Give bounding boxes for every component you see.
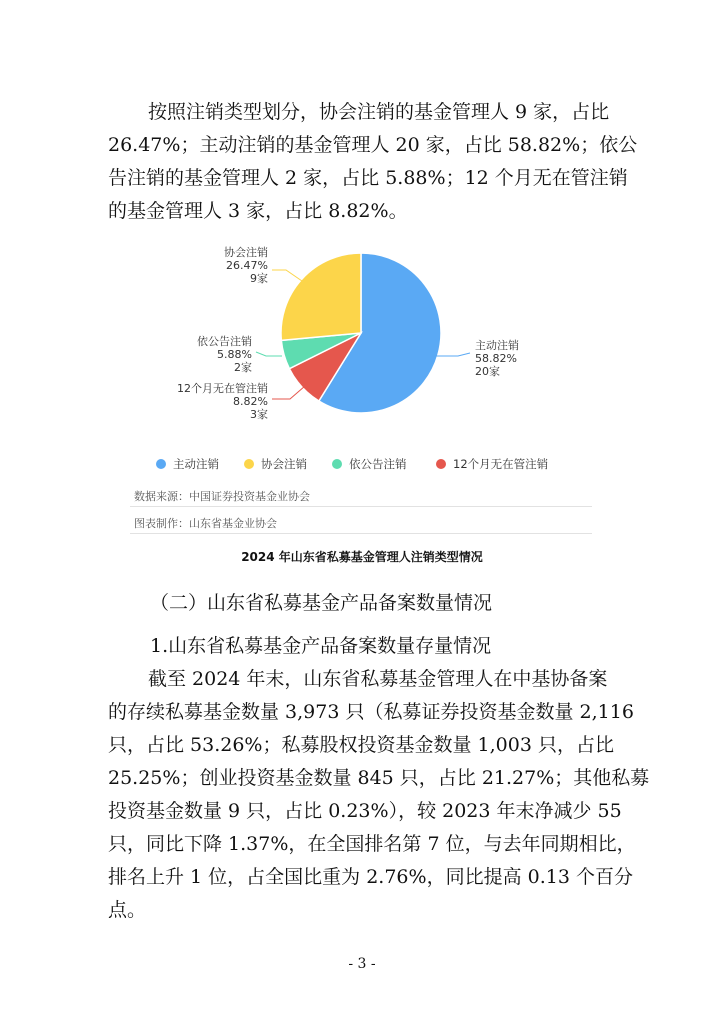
text-line: 排名上升 1 位，占全国比重为 2.76%，同比提高 0.13 个百分 <box>108 866 633 888</box>
text-line: 的基金管理人 3 家，占比 8.82%。 <box>108 200 408 222</box>
slice-label <box>177 381 268 421</box>
leader-line <box>436 353 470 356</box>
legend-swatch <box>436 459 446 469</box>
slice-label-line: 主动注销 <box>475 339 519 352</box>
text-line: 只，同比下降 1.37%，在全国排名第 7 位，与去年同期相比， <box>108 833 636 855</box>
sub-heading: 1.山东省私募基金产品备案数量存量情况 <box>150 635 492 657</box>
text-line: 25.25%；创业投资基金数量 845 只，占比 21.27%；其他私募 <box>108 767 650 789</box>
data-source-note: 数据来源：中国证券投资基金业协会 <box>134 490 310 503</box>
slice-label-line: 3家 <box>250 408 268 421</box>
divider <box>130 533 592 534</box>
slice-label-line: 26.47% <box>226 259 268 272</box>
text-line: 只，占比 53.26%；私募股权投资基金数量 1,003 只，占比 <box>108 734 614 756</box>
legend-swatch <box>244 459 254 469</box>
text-line: 的存续私募基金数量 3,973 只（私募证券投资基金数量 2,116 <box>108 701 634 723</box>
leader-line <box>256 352 282 356</box>
slice-label-line: 5.88% <box>217 348 252 361</box>
legend-swatch <box>332 459 342 469</box>
text-line: 截至 2024 年末，山东省私募基金管理人在中基协备案 <box>148 668 608 690</box>
leader-line <box>272 386 305 399</box>
legend-label: 依公告注销 <box>349 457 407 471</box>
slice-label <box>475 338 519 378</box>
chart-maker-note: 图表制作：山东省基金业协会 <box>134 517 277 530</box>
slice-label <box>197 334 252 374</box>
slice-label-line: 8.82% <box>233 395 268 408</box>
pie-slice <box>281 253 361 340</box>
slice-label <box>224 245 268 285</box>
slice-label-line: 协会注销 <box>224 246 268 259</box>
text-line: 投资基金数量 9 只，占比 0.23%），较 2023 年末净减少 55 <box>108 800 622 822</box>
slice-label-line: 12个月无在管注销 <box>177 382 268 395</box>
slice-label-line: 依公告注销 <box>197 335 252 348</box>
leader-line <box>272 270 302 281</box>
text-line: 26.47%；主动注销的基金管理人 20 家，占比 58.82%；依公 <box>108 134 638 156</box>
legend-label: 12个月无在管注销 <box>453 457 549 471</box>
section-heading: （二）山东省私募基金产品备案数量情况 <box>150 592 493 614</box>
paragraph-fund-stock <box>108 663 650 927</box>
slice-label-line: 20家 <box>475 365 500 378</box>
legend-label: 主动注销 <box>173 457 219 471</box>
legend-swatch <box>156 459 166 469</box>
slice-label-line: 2家 <box>234 361 252 374</box>
chart-caption: 2024 年山东省私募基金管理人注销类型情况 <box>241 550 483 564</box>
legend-label: 协会注销 <box>261 457 307 471</box>
page-number: - 3 - <box>348 956 376 972</box>
text-line: 告注销的基金管理人 2 家，占比 5.88%；12 个月无在管注销 <box>108 167 628 189</box>
text-line: 点。 <box>108 899 147 921</box>
slice-label-line: 58.82% <box>475 352 517 365</box>
divider <box>130 506 592 507</box>
slice-label-line: 9家 <box>250 272 268 285</box>
text-line: 按照注销类型划分，协会注销的基金管理人 9 家，占比 <box>148 101 610 123</box>
